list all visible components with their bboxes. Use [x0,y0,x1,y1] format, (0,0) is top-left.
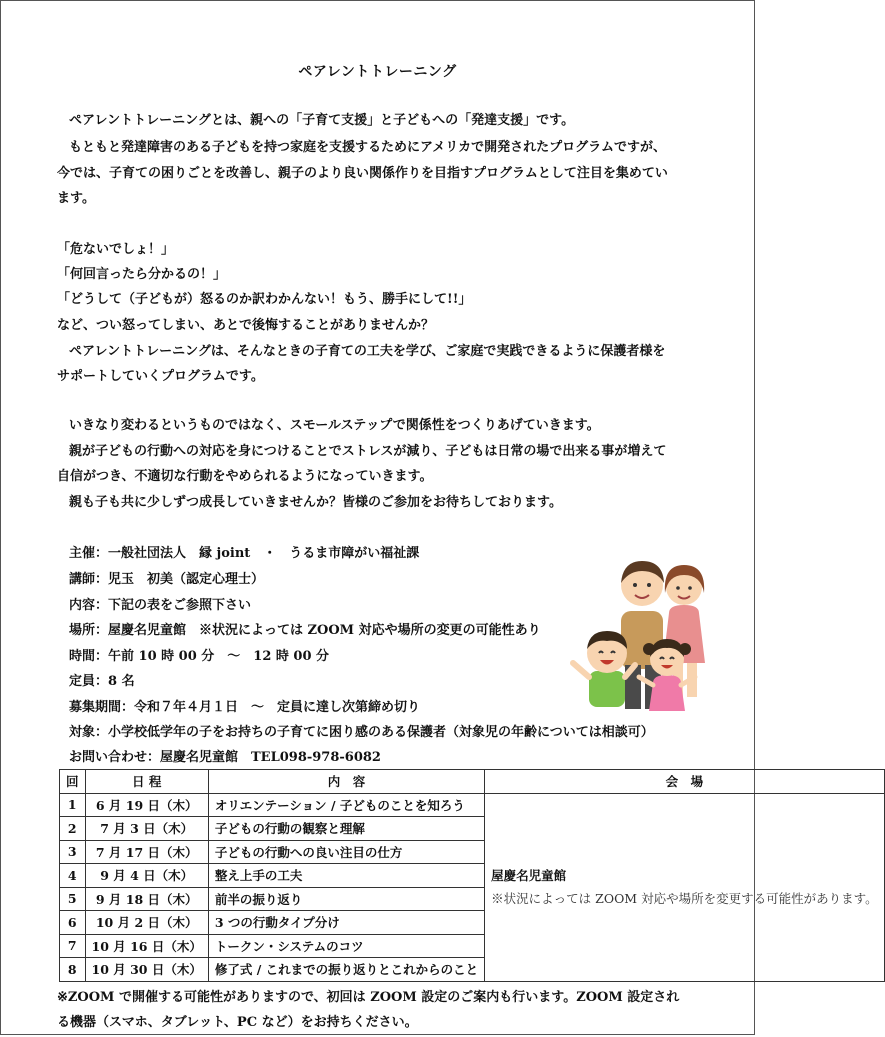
row-date: 7 月 3 日（木） [85,817,208,841]
row-date: 7 月 17 日（木） [85,840,208,864]
row-date: 6 月 19 日（木） [85,793,208,817]
info-capacity: 定員：8 名 [69,674,135,689]
info-period: 募集期間：令和７年４月１日 ～ 定員に達し次第締め切り [69,700,421,715]
row-content: 前半の振り返り [208,887,484,911]
schedule-table [59,769,885,982]
footer-note-1: ※ZOOM で開催する可能性がありますので、初回は ZOOM 設定のご案内も行います。ZOOM 設定され [57,990,680,1005]
schedule-header-row [60,770,885,794]
info-organizer: 主催：一般社団法人 縁 joint ・ うるま市障がい福祉課 [69,546,420,561]
info-time: 時間：午前 10 時 00 分 ～ 12 時 00 分 [69,649,330,664]
row-num: 3 [60,840,86,864]
header-venue: 会 場 [485,770,884,794]
info-target: 対象：小学校低学年の子をお持ちの子育てに困り感のある保護者（対象児の年齢については相談可） [69,725,654,740]
body2-line-3: 自信がつき、不適切な行動をやめられるようになっていきます。 [57,469,433,484]
body2-line-1: いきなり変わるというものではなく、スモールステップで関係性をつくりあげていきます。 [69,418,600,433]
quote-3: 「どうして（子どもが）怒るのか訳わかんない！もう、勝手にして!!」 [57,292,472,307]
venue-name: 屋慶名児童館 [491,868,567,883]
intro-line-3: 今では、子育ての困りごとを改善し、親子のより良い関係作りを目指すプログラムとして注目を集めてい [57,166,668,181]
intro-line-1: ペアレントトレーニングとは、親への「子育て支援」と子どもへの「発達支援」です。 [69,113,575,128]
venue-note: ※状況によっては ZOOM 対応や場所を変更する可能性があります。 [491,891,878,906]
row-num: 2 [60,817,86,841]
info-content: 内容：下記の表をご参照下さい [69,598,252,613]
quote-1: 「危ないでしょ！」 [57,242,175,257]
body1-line-2: ペアレントトレーニングは、そんなときの子育ての工夫を学び、ご家庭で実践できるように保護者様を [69,344,666,359]
body1-line-3: サポートしていくプログラムです。 [57,369,264,384]
row-content: 子どもの行動の観察と理解 [208,817,484,841]
row-date: 10 月 30 日（木） [85,958,208,982]
header-num: 回 [60,770,86,794]
body2-line-2: 親が子どもの行動への対応を身につけることでストレスが減り、子どもは日常の場で出来る事が増えて [69,444,667,459]
header-date: 日 程 [85,770,208,794]
row-content: 子どもの行動への良い注目の仕方 [208,840,484,864]
header-content: 内 容 [208,770,484,794]
row-content: 修了式 / これまでの振り返りとこれからのこと [208,958,484,982]
body1-line-1: など、つい怒ってしまい、あとで後悔することがありませんか？ [57,318,435,333]
row-num: 8 [60,958,86,982]
row-content: 整え上手の工夫 [208,864,484,888]
intro-line-2: もともと発達障害のある子どもを持つ家庭を支援するためにアメリカで開発されたプログラムですが、 [69,140,666,155]
family-illustration [569,553,721,721]
table-row [60,793,885,817]
info-place: 場所：屋慶名児童館 ※状況によっては ZOOM 対応や場所の変更の可能性あり [69,623,541,638]
row-date: 9 月 4 日（木） [85,864,208,888]
row-content: オリエンテーション / 子どものことを知ろう [208,793,484,817]
info-lecturer: 講師：児玉 初美（認定心理士） [69,572,265,587]
row-num: 6 [60,911,86,935]
row-content: 3 つの行動タイプ分け [208,911,484,935]
row-date: 9 月 18 日（木） [85,887,208,911]
quote-2: 「何回言ったら分かるの！」 [57,267,227,282]
row-num: 1 [60,793,86,817]
row-num: 5 [60,887,86,911]
info-contact: お問い合わせ：屋慶名児童館 TEL098-978-6082 [69,750,381,765]
row-num: 4 [60,864,86,888]
row-date: 10 月 16 日（木） [85,934,208,958]
venue-cell [485,793,884,981]
row-content: トークン・システムのコツ [208,934,484,958]
row-num: 7 [60,934,86,958]
row-date: 10 月 2 日（木） [85,911,208,935]
footer-note-2: る機器（スマホ、タブレット、PC など）をお持ちください。 [57,1015,418,1030]
intro-line-4: ます。 [57,191,95,206]
body2-line-4: 親も子も共に少しずつ成長していきませんか？皆様のご参加をお待ちしております。 [69,495,562,510]
page-title: ペアレントトレーニング [298,64,457,80]
